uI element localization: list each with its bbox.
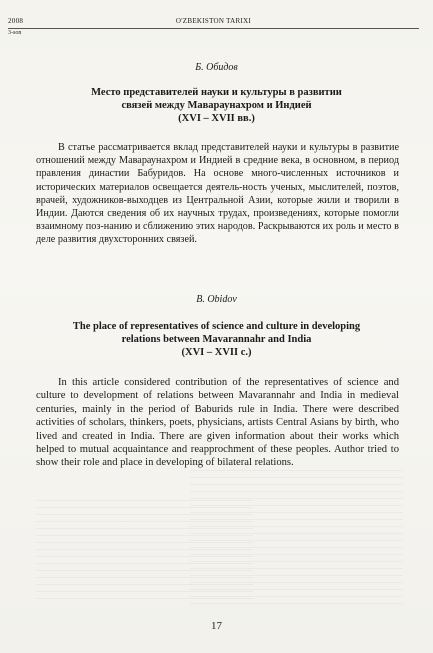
russian-title-line-1: Место представителей науки и культуры в развитии [91,87,342,98]
english-title [30,320,403,359]
page-number: 17 [211,620,222,632]
russian-title-line-2: связей между Мавараунахром и Индией [121,100,312,111]
header-year: 2008 [8,17,24,25]
header-issue: 3-son [8,30,22,36]
english-title-line-1: The place of representatives of science and culture in developing [72,321,361,332]
bleed-through-texture-left [36,500,253,605]
russian-title [30,86,403,125]
russian-title-line-3: (XVI – XVII вв.) [178,113,255,124]
english-abstract: In this article considered contribution of the representatives of science and culture to development of relations between Mavarannahr and India in medieval centuries, mainly in the period of Baburids rule in India. There were described activities of scholars, thinkers, poets, physicians, artists Central Asians by birth, who lived and created in India. There are given information about their works which helped to mutual acquaintance and reapprochment of these peoples. Author tried to show their role and place in developing of bilateral relations. [36,377,399,469]
running-header [8,14,419,29]
english-title-line-2: relations between Mavarannahr and India [121,334,312,345]
english-title-line-3: (XVI – XVII c.) [181,347,252,358]
russian-author: Б. Обидов [195,62,238,73]
russian-abstract: В статье рассматривается вклад представителей науки и культуры в развитие отношений между Мавараунахром и Индией в средние века, в основном, в период правления династии Бабуридов. На основе много-численных источников и исторических материалов освещается деятель-ность ученых, мыслителей, поэтов, врачей, художников-выходцев из Центральной Азии, которые жили и творили в Индии. Даются сведения об их научных трудах, произведениях, которые помогли взаимному поз-нанию и сближению этих народов. Раскрываются их роль и место в деле развития двухсторонних связей. [36,142,399,246]
header-journal-title: O'ZBEKISTON TARIXI [175,17,252,25]
english-author: B. Obidov [196,294,237,305]
